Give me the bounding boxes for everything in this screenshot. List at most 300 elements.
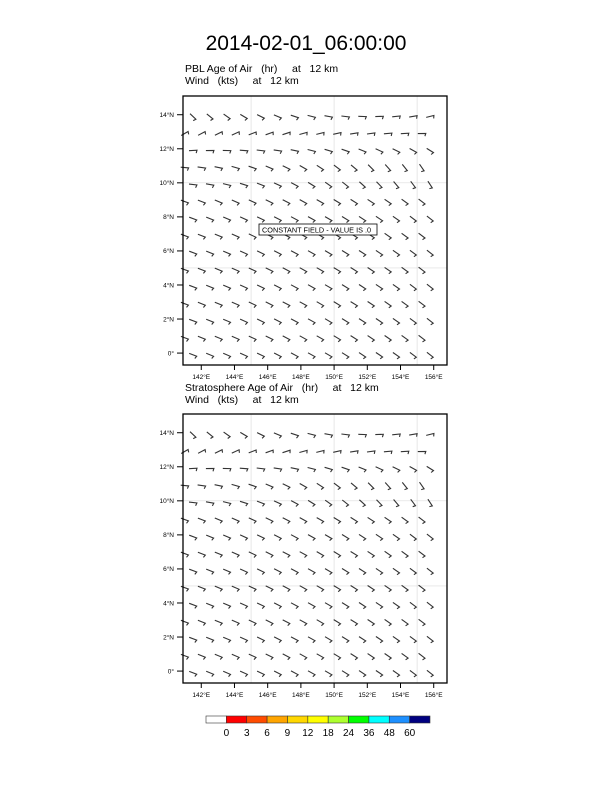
wind-barb [420,482,425,489]
wind-barb [240,114,247,120]
wind-barb [291,433,299,438]
wind-barb [300,166,307,172]
wind-barb [283,552,290,558]
wind-barb [308,217,315,223]
wind-barb [189,603,197,608]
wind-barb [198,654,205,659]
wind-barb [351,654,358,660]
wind-barb [317,200,324,206]
wind-barb [283,200,290,206]
wind-barb [206,217,213,222]
wind-barb [215,167,223,171]
wind-barb [257,433,264,439]
wind-barb [385,199,392,205]
wind-barb [384,451,392,454]
wind-barb [368,199,375,205]
wind-barb [291,603,298,609]
wind-barb [181,268,189,273]
wind-barb [223,535,230,540]
wind-barb [359,569,366,575]
wind-barb [274,468,282,472]
wind-barb [283,518,290,524]
wind-barb [359,285,366,291]
wind-barb [368,302,375,308]
wind-barb [308,285,315,291]
wind-barb [266,200,273,206]
wind-barb [240,671,247,677]
wind-barb [393,250,400,256]
y-tick-label: 2°N [163,316,174,324]
wind-barb [283,620,290,626]
panel1-title: PBL Age of Air (hr) at 12 km [185,63,339,75]
wind-barb [274,183,281,189]
wind-barb [427,670,433,677]
wind-barb [291,468,299,472]
wind-barb [325,569,332,575]
wind-barb [368,483,374,490]
wind-barb [325,116,333,120]
wind-barb [376,602,383,608]
wind-barb [419,233,425,240]
wind-barb [198,200,205,205]
colorbar-swatch [369,716,389,723]
wind-barb [393,534,400,540]
colorbar-swatch [247,716,267,723]
wind-barb [198,450,206,454]
wind-barb [300,586,307,592]
wind-barb [189,535,197,540]
x-tick-label: 152°E [358,692,377,699]
wind-barb [419,551,425,558]
wind-barb [392,434,400,437]
wind-barb [223,285,230,290]
wind-barb [181,620,189,625]
wind-barb [257,671,264,677]
wind-barb [376,568,383,574]
wind-barb [308,637,315,643]
x-tick-label: 150°E [325,374,343,380]
plot-frame [183,414,447,683]
wind-barb [317,268,324,274]
wind-barb [240,603,247,609]
wind-barb [316,451,324,454]
wind-barb [189,285,197,290]
wind-barb [300,552,307,558]
wind-barb [224,432,231,438]
y-tick-label: 14°N [159,430,174,438]
colorbar-swatch [308,716,328,723]
wind-barb [181,654,189,659]
wind-barb [232,234,239,239]
wind-barb [223,184,231,188]
wind-barb [215,200,222,205]
wind-barb [385,517,392,523]
wind-barb [189,217,197,222]
wind-barb [334,552,341,558]
wind-barb [359,603,366,609]
wind-barb [368,551,375,557]
wind-barb [206,502,214,506]
wind-barb [402,653,409,659]
wind-barb [317,552,324,558]
wind-barb [410,250,416,256]
wind-barb [317,165,324,171]
wind-barb [375,116,383,119]
wind-barb [240,501,248,506]
wind-barb [316,133,324,136]
wind-barb [359,467,366,472]
wind-barb [426,434,434,437]
wind-barb [240,432,247,438]
wind-barb [334,620,341,626]
wind-barb [300,518,307,524]
wind-barb [232,200,239,205]
wind-barb [257,115,264,121]
colorbar-label: 9 [284,728,291,739]
y-tick-label: 14°N [159,112,174,120]
wind-barb [232,484,240,489]
colorbar-swatch [349,716,369,723]
wind-barb [410,568,416,574]
stratosphere-age-of-air-panel [0,318,612,708]
wind-barb [410,467,417,473]
wind-barb [393,216,400,222]
y-tick-label: 8°N [163,532,174,540]
plot-title: 2014-02-01_06:00:00 [205,32,407,55]
wind-barb [257,569,264,575]
wind-barb [215,485,223,489]
wind-barb [266,302,273,308]
wind-barb [249,268,256,274]
wind-barb [367,133,375,136]
wind-barb [427,284,433,291]
wind-barb [274,150,282,154]
wind-barb [291,671,298,677]
wind-barb [189,468,197,471]
wind-barb [274,671,281,677]
wind-barb [223,637,230,642]
wind-barb [334,200,341,206]
wind-barb [232,654,239,659]
wind-barb [266,586,273,592]
wind-barb [334,483,340,490]
y-tick-label: 8°N [163,214,174,222]
wind-barb [266,484,273,489]
y-tick-label: 6°N [163,248,174,256]
wind-barb [257,501,264,506]
x-tick-label: 152°E [358,374,377,380]
wind-barb [198,485,206,489]
wind-barb [427,534,433,541]
wind-barb [325,671,332,677]
wind-barb [317,620,324,626]
wind-barb [419,517,425,524]
wind-barb [410,670,416,677]
wind-barb [257,251,264,257]
wind-barb [215,654,222,659]
wind-barb [376,284,383,290]
wind-barb [240,217,247,223]
wind-barb [223,150,231,153]
wind-barb [206,535,213,540]
wind-barb [223,671,230,676]
wind-barb [198,234,205,239]
x-tick-label: 154°E [391,374,410,380]
wind-barb [249,166,257,171]
wind-barb [393,568,400,574]
wind-barb [385,654,392,660]
x-tick-label: 142°E [192,692,211,699]
colorbar-swatch [226,716,246,723]
y-tick-label: 2°N [163,634,174,642]
wind-barb [300,268,307,274]
wind-barb [411,499,416,506]
x-tick-label: 142°E [192,374,211,380]
wind-barb [266,166,273,171]
wind-barb [351,586,358,592]
wind-barb [266,654,273,660]
wind-barb [375,434,383,437]
wind-barb [409,434,417,437]
wind-barb [308,671,315,677]
wind-barb [308,500,315,506]
wind-barb [274,501,281,507]
wind-barb [283,268,290,274]
wind-barb [291,569,298,575]
wind-barb [215,302,222,307]
panel1-subtitle: Wind (kts) at 12 km [185,75,299,87]
y-tick-label: 4°N [163,600,174,608]
wind-barb [308,115,316,120]
wind-barb [325,285,332,291]
wind-barb [283,132,291,135]
y-tick-label: 0° [167,350,174,358]
wind-barb [206,671,213,676]
wind-barb [206,569,213,574]
wind-barb [325,637,332,643]
wind-barb [257,637,264,643]
wind-barb [266,268,273,274]
wind-barb [189,502,197,506]
wind-barb [291,150,299,154]
wind-barb [240,150,248,153]
wind-barb [410,149,417,155]
wind-barb [317,483,324,489]
wind-barb [376,467,383,473]
wind-barb [368,620,375,626]
x-tick-label: 144°E [225,692,244,699]
colorbar-label: 48 [383,728,395,739]
wind-barb [342,217,349,223]
wind-barb [223,251,230,256]
wind-barb [402,482,407,489]
wind-barb [274,637,281,643]
wind-barb [299,132,307,135]
wind-barb [283,484,290,490]
wind-barb [266,552,273,558]
wind-barb [198,268,205,273]
wind-barb [376,637,383,643]
wind-barb [359,637,366,643]
wind-barb [351,268,358,274]
wind-barb [402,551,409,557]
wind-barb [206,637,213,642]
x-tick-label: 148°E [291,374,310,380]
wind-barb [249,450,257,453]
wind-barb [308,535,315,541]
wind-barb [257,535,264,541]
wind-barb [317,586,324,592]
wind-barb [393,467,400,473]
wind-barb [308,603,315,609]
wind-barb [223,603,230,608]
wind-barb [367,451,375,454]
wind-barb [198,132,206,136]
wind-barb [257,150,265,154]
wind-barb [299,450,307,453]
wind-barb [351,199,358,205]
wind-barb [393,284,400,290]
wind-barb [385,619,392,625]
wind-barb [215,518,222,523]
wind-barb [376,250,383,256]
wind-barb [215,132,223,136]
wind-barb [334,268,341,274]
wind-barb [351,302,358,308]
wind-barb [368,165,374,172]
wind-barb [283,302,290,308]
wind-barb [291,501,298,507]
wind-barb [190,114,196,121]
wind-barb [274,217,281,223]
wind-barb [232,552,239,557]
wind-barb [325,434,333,438]
colorbar-label: 36 [363,728,375,739]
wind-barb [232,302,239,307]
wind-barb [427,216,433,223]
wind-barb [240,285,247,291]
wind-barb [427,636,433,643]
colorbar-swatch [267,716,287,723]
wind-barb [385,267,392,273]
wind-barb [198,586,205,591]
wind-barb [249,484,257,489]
wind-barb [402,301,409,307]
wind-barb [300,302,307,308]
wind-barb [189,671,197,676]
wind-barb [240,535,247,541]
wind-barb [317,654,324,660]
colorbar-swatch [328,716,348,723]
wind-barb [419,301,425,308]
wind-barb [418,451,426,454]
wind-barb [342,603,349,609]
wind-barb [223,217,230,222]
wind-barb [224,114,231,120]
wind-barb [427,466,434,472]
wind-barb [384,133,392,136]
x-tick-label: 156°E [424,374,443,380]
wind-barb [376,149,383,155]
wind-barb [410,216,416,223]
wind-barb [368,517,375,523]
wind-barb [385,301,392,307]
wind-barb [240,183,248,188]
wind-barb [240,637,247,643]
wind-barb [291,217,298,223]
wind-barb [240,569,247,575]
wind-barb [308,468,316,473]
wind-barb [334,654,341,660]
wind-barb [376,216,383,222]
panel2-title: Stratosphere Age of Air (hr) at 12 km [185,382,379,394]
wind-barb [359,534,366,540]
wind-barb [401,133,409,136]
wind-barb [341,434,349,438]
wind-barb [181,552,189,557]
wind-barb [342,535,349,541]
wind-barb [240,468,248,471]
wind-barb [402,164,407,171]
wind-barb [308,150,316,155]
wind-barb [401,451,409,454]
y-tick-label: 0° [167,668,174,676]
wind-barb [325,217,332,223]
wind-barb [300,654,307,660]
colorbar-label: 18 [322,728,334,739]
wind-barb [334,518,341,524]
wind-barb [393,149,400,155]
wind-barb [206,603,213,608]
y-tick-label: 4°N [163,282,174,290]
wind-barb [341,116,349,120]
wind-barb [257,217,264,223]
wind-barb [249,620,256,626]
wind-barb [215,620,222,625]
colorbar-swatch [389,716,409,723]
wind-barb [410,284,416,291]
wind-barb [300,200,307,206]
wind-barb [291,285,298,291]
wind-barb [274,433,281,438]
wind-barb [359,671,366,677]
wind-barb [206,468,214,471]
wind-barb [266,518,273,524]
wind-barb [274,603,281,609]
wind-barb [410,534,416,541]
wind-barb [198,167,206,171]
colorbar-swatch [287,716,307,723]
wind-barb [393,602,400,608]
wind-barb [207,432,213,439]
wind-barb [240,251,247,257]
x-tick-label: 154°E [391,692,410,699]
wind-barb [181,132,189,136]
colorbar-label: 6 [264,728,270,739]
wind-barb [402,619,409,625]
wind-barb [274,535,281,541]
wind-barb [283,654,290,660]
wind-barb [181,485,189,488]
wind-barb [419,199,425,206]
wind-barb [411,181,416,188]
wind-barb [342,251,349,257]
wind-barb [368,586,375,592]
wind-barb [385,233,392,239]
wind-barb [420,164,425,171]
y-tick-label: 10°N [159,180,174,188]
wind-barb [223,502,231,506]
